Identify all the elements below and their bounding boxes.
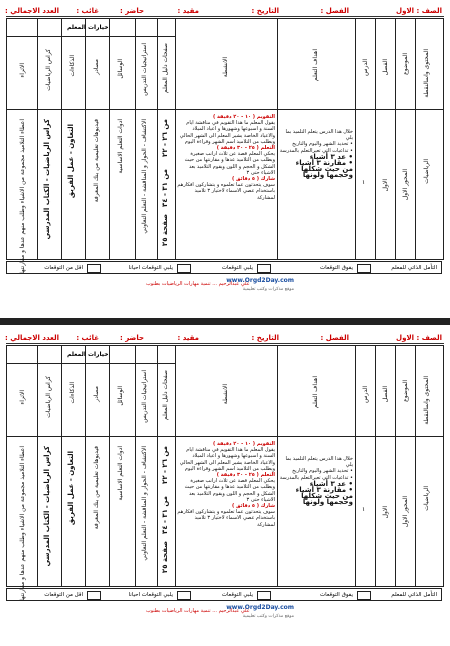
below-label: اقل من التوقعات: [44, 265, 83, 271]
pages-value-2: من ٣١ - ٣٤: [161, 169, 169, 207]
col-enrichment: الاثراء: [19, 63, 26, 78]
enrichment-value: اعطاء التلاميذ مجموعة من الاشياء وطلب منهم عدها و مقارنتها: [19, 119, 26, 274]
col-objectives: اهداف التعلم: [312, 49, 319, 81]
pages-value-1: من ٢٦ - ٢٢: [161, 119, 169, 157]
strategies-value: الاكتشاف - الحوار و المناقشة - التعلم التعاوني: [141, 119, 148, 234]
pages-value-3: صفحة ٢٥: [161, 214, 169, 247]
site-logo: www.Orgd2Day.com موقع مذكرات وكتب تعليمية: [226, 277, 294, 292]
unit-value: المحور الاول: [402, 169, 409, 201]
intelligences-value: التعاون - عمل الفريق: [67, 124, 75, 199]
col-sources: مصادر: [93, 59, 100, 75]
meets-label: يلبي التوقعات: [221, 265, 253, 271]
date-label: التاريخ :: [251, 7, 279, 15]
col-content: المحتوى واسالنقطة: [423, 49, 430, 98]
term-label: الفصل :: [320, 7, 349, 15]
lesson-plan-page-2: [6, 330, 444, 642]
sometimes-checkbox[interactable]: [177, 264, 191, 273]
activities-cell: التقويم ( ١٠ - ٢٠ دقيقة ) يقول المعلم ما هذا التقويم في مناقشة ايام السنة و اسبوعها وشهورها و اعياد الميلاد والاعياد الخاصة يشير المعلم الى الشهر الحالي ويطلب من التلاميذ اسم الشهر وقراءة اليوم التعلم ( ٢٥ - ٣٠ دقيقة ) يحكي المعلم قصة عن ثلاث ارانب صغيرة ويطلب من التلاميذ عدها و مقارنتها من حيث الشكل و الحجم و اللون ويقوم التلاميذ بعد الاشياء حتى ٣ شارك ( ٥ دقائق ) سوف يتحدثون عما تعلموه و يتشاركون افكارهم باستخدام عصي الاسماء لاختيار ٣ تلاميذ لمشاركة: [177, 114, 275, 201]
meets-checkbox[interactable]: [257, 591, 271, 600]
below-checkbox[interactable]: [87, 264, 101, 273]
self-evaluation-row: [6, 261, 442, 274]
site-logo: www.Orgd2Day.com موقع مذكرات وكتب تعليمية: [226, 604, 294, 619]
plan-table: المحتوى واسالنقطة الموضوع الفصل الدرس اهداف التعلم الانشطة خيارات المعلم صفحات دليل المعلم استراتيجيات التدريس الوسائل مصادر الذكاءات كراس الرياضيات الاثراء الرياضيات المحور الاول الاول ١ خلال هذا الدرس يتعلم التلميذ بما يلي • تحديد الشهر واليوم والتاريخ • تداعيات التي تعيرالتعلم بالمدرسة • عد ٣ أشياء • مقارنة ٣ أشياء من حيث شكلها وحجمها ولونها التقويم ( ١٠ - ٢٠ دقيقة ) يقول المعلم ما هذا التقويم في مناقشة ايام السنة و اسبوعها وشهورها و اعياد الميلاد والاعياد الخاصة يشير المعلم الى الشهر الحالي ويطلب من التلاميذ اسم الشهر وقراءة اليوم التعلم ( ٢٥ - ٣٠ دقيقة ) يحكي المعلم قصة عن ثلاث ارانب صغيرة ويطلب من التلاميذ عدها و مقارنتها من حيث الشكل و الحجم و اللون ويقوم التلاميذ بعد الاشياء حتى ٣ شارك ( ٥ دقائق ) سوف يتحدثون عما تعلموه و يتشاركون افكارهم باستخدام عصي الاسماء لاختيار ٣ تلاميذ لمشاركة من ٢٦ - ٢٢ من ٣١ - ٣٤ صفحة ٢٥ الاكتشاف - الحوار و المناقشة - التعلم التعاوني ادوات التعلم الاساسية فيديوهات تعليمية من بنك المعرفة التعاون - عمل الفريق كراس الرياضيات - الكتاب المدرسي اعطاء التلاميذ مجموعة من الاشياء وطلب منهم عدها و مقارنتها: [6, 345, 444, 587]
col-notebook: كراس الرياضيات: [45, 49, 52, 91]
plan-header: الصف : الاول الفصل : التاريخ : مقيد : حاضر : غائب : العدد الاجمالي :: [5, 334, 442, 342]
below-checkbox[interactable]: [87, 591, 101, 600]
exceeds-checkbox[interactable]: [357, 591, 371, 600]
author-credit: علي عبدالرحيم ... تنمية مهارات الرياضيات بطنوب: [146, 608, 250, 614]
present-label: حاضر :: [119, 7, 144, 15]
col-tools: الوسائل: [117, 59, 124, 79]
col-topic: الموضوع: [402, 53, 409, 75]
sources-value: فيديوهات تعليمية من بنك المعرفة: [93, 119, 100, 203]
page-divider: [0, 318, 450, 325]
plan-header: [6, 3, 444, 19]
exceeds-label: يفوق التوقعات: [319, 265, 353, 271]
self-eval-label: التأمل الذاتي للمعلم: [391, 265, 437, 271]
grade-label: الصف : الاول: [396, 7, 442, 15]
notebook-value: كراس الرياضيات - الكتاب المدرسي: [43, 119, 51, 240]
author-credit: علي عبدالرحيم ... تنمية مهارات الرياضيات بطنوب: [146, 281, 250, 287]
lesson-number: ١: [362, 179, 366, 186]
meets-checkbox[interactable]: [257, 264, 271, 273]
sometimes-label: يلبي التوقعات احيانا: [128, 265, 173, 271]
col-chapter: الفصل: [382, 59, 389, 76]
col-strategies: استراتيجيات التدريس: [141, 43, 148, 96]
self-evaluation-row: التأمل الذاتي للمعلم يفوق التوقعات يلبي التوقعات يلبي التوقعات احيانا اقل من التوقعات: [6, 588, 442, 601]
exceeds-checkbox[interactable]: [357, 264, 371, 273]
absent-label: غائب :: [76, 7, 99, 15]
tools-value: ادوات التعلم الاساسية: [117, 119, 124, 174]
objectives-cell: خلال هذا الدرس يتعلم التلميذ بما يلي • تحديد الشهر واليوم والتاريخ • تداعيات التي تعيرالتعلم بالمدرسة • عد ٣ أشياء • مقارنة ٣ أشياء من حيث شكلها وحجمها ولونها: [279, 129, 353, 180]
col-pages: صفحات دليل المعلم: [162, 43, 169, 93]
col-lesson: الدرس: [362, 59, 369, 76]
total-label: العدد الاجمالي :: [5, 7, 59, 15]
teacher-options-title: خيارات المعلم: [67, 24, 109, 31]
sometimes-checkbox[interactable]: [177, 591, 191, 600]
enrolled-label: مقيد :: [177, 7, 199, 15]
lesson-plan-page-1: [6, 3, 444, 315]
col-activities: الانشطة: [222, 57, 229, 78]
col-intelligences: الذكاءات: [69, 55, 76, 77]
chapter-value: الاول: [382, 179, 389, 192]
subject-value: الرياضيات: [423, 159, 430, 184]
